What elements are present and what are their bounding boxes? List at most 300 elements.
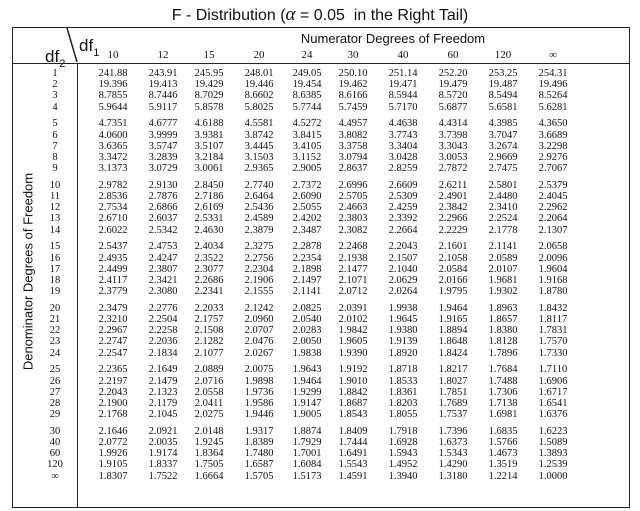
table-cell: 1.9795 [438, 286, 468, 298]
table-cell: 3.4105 [292, 140, 322, 152]
table-cell: 1.9938 [388, 302, 418, 314]
table-cell: 2.3082 [338, 224, 368, 236]
row-label: 60 [49, 448, 61, 460]
table-cell: 1.7110 [538, 364, 568, 376]
table-cell: 1.8409 [338, 425, 368, 437]
table-cell: 2.6090 [292, 191, 322, 202]
column-header: 12 [157, 49, 169, 61]
table-cell: 3.3043 [438, 140, 468, 152]
table-cell: 1.6664 [194, 470, 224, 482]
table-cell: 249.05 [292, 68, 322, 79]
table-cell: 2.3842 [438, 202, 468, 214]
table-cell: 1.8055 [388, 409, 418, 421]
table-cell: 4.6777 [148, 118, 178, 130]
table-cell: 1.9604 [538, 263, 568, 275]
table-cell: 2.0476 [244, 336, 274, 348]
table-cell: 2.4259 [388, 202, 418, 214]
table-cell: 1.9299 [292, 386, 322, 398]
table-cell: 2.0712 [338, 286, 368, 298]
alpha-value: = 0.05 [295, 7, 345, 24]
table-cell: 2.2365 [98, 364, 128, 376]
table-cell: 8.6166 [338, 90, 368, 102]
table-cell: 1.7306 [488, 386, 518, 398]
table-cell: 1.3180 [438, 470, 468, 482]
header-divider [13, 63, 629, 64]
table-cell: 2.0107 [488, 263, 518, 275]
table-cell: 19.429 [194, 79, 224, 91]
table-cell: 1.3519 [488, 459, 518, 471]
table-cell: 1.7570 [538, 336, 568, 348]
table-cell: 2.3080 [148, 286, 178, 298]
table-cell: 2.3807 [148, 263, 178, 275]
table-cell: 2.2229 [438, 224, 468, 236]
table-cell: 2.0584 [438, 263, 468, 275]
table-cell: 1.9838 [292, 347, 322, 359]
table-cell: 19.462 [338, 79, 368, 91]
table-cell: 2.1045 [148, 409, 178, 421]
table-cell: 2.9130 [148, 179, 178, 191]
table-cell: 2.6710 [98, 213, 128, 225]
table-cell: 1.8657 [488, 314, 518, 325]
table-cell: 1.7505 [194, 459, 224, 471]
table-cell: 2.0035 [148, 437, 178, 448]
table-cell: 2.2258 [148, 325, 178, 337]
table-cell: 1.9105 [98, 459, 128, 471]
table-cell: 3.5747 [148, 140, 178, 152]
table-cell: 2.0772 [98, 437, 128, 448]
table-cell: 19.479 [438, 79, 468, 91]
table-cell: 2.2756 [244, 252, 274, 264]
table-cell: 2.8259 [388, 163, 418, 175]
table-cell: 2.1477 [338, 263, 368, 275]
table-cell: 8.7855 [98, 90, 128, 102]
table-cell: 3.2839 [148, 151, 178, 163]
column-header: 60 [447, 49, 459, 61]
table-cell: 2.1497 [292, 274, 322, 286]
table-cell: 2.2664 [388, 224, 418, 236]
row-label: 6 [52, 129, 58, 141]
table-cell: 2.3779 [98, 286, 128, 298]
table-cell: 2.1646 [98, 425, 128, 437]
table-cell: 2.5055 [292, 202, 322, 214]
table-cell: 2.0540 [292, 314, 322, 325]
table-cell: 1.8117 [538, 314, 568, 325]
table-cell: 2.0825 [292, 302, 322, 314]
table-cell: 2.0629 [388, 274, 418, 286]
table-cell: 1.5089 [538, 437, 568, 448]
df1-subscript: 1 [93, 47, 100, 59]
table-cell: 2.2304 [244, 263, 274, 275]
table-cell: 2.3879 [244, 224, 274, 236]
table-cell: 2.9782 [98, 179, 128, 191]
table-cell: 2.1601 [438, 241, 468, 253]
table-cell: 2.2747 [98, 336, 128, 348]
table-cell: 1.9464 [438, 302, 468, 314]
table-cell: 1.5943 [388, 448, 418, 460]
table-cell: 5.8578 [194, 101, 224, 113]
table-cell: 2.7372 [292, 179, 322, 191]
df2-subscript: 2 [59, 58, 66, 70]
table-cell: 1.8920 [388, 347, 418, 359]
row-label: 10 [49, 179, 61, 191]
table-cell: 2.3479 [98, 302, 128, 314]
table-cell: 2.1040 [388, 263, 418, 275]
table-cell: 1.8361 [388, 386, 418, 398]
table-cell: 2.0102 [338, 314, 368, 325]
row-label: 18 [49, 274, 61, 286]
table-cell: 2.1141 [292, 286, 322, 298]
table-cell: 19.454 [292, 79, 322, 91]
table-cell: 1.6491 [338, 448, 368, 460]
table-cell: 1.7001 [292, 448, 322, 460]
table-cell: 1.8380 [488, 325, 518, 337]
table-cell: 8.5264 [538, 90, 568, 102]
table-cell: 2.3487 [292, 224, 322, 236]
table-cell: 1.6906 [538, 375, 568, 387]
table-cell: 1.2539 [538, 459, 568, 471]
table-cell: 1.9380 [388, 325, 418, 337]
table-cell: 2.1898 [292, 263, 322, 275]
table-cell: 2.7186 [194, 191, 224, 202]
table-cell: 1.7851 [438, 386, 468, 398]
table-cell: 2.1778 [488, 224, 518, 236]
row-label: 19 [49, 286, 61, 298]
table-cell: 4.4638 [388, 118, 418, 130]
table-cell: 1.8718 [388, 364, 418, 376]
table-cell: 252.20 [438, 68, 468, 79]
table-cell: 1.8432 [538, 302, 568, 314]
table-cell: 5.7744 [292, 101, 322, 113]
table-cell: 4.5272 [292, 118, 322, 130]
table-cell: 2.8637 [338, 163, 368, 175]
table-cell: 1.6717 [538, 386, 568, 398]
table-cell: 1.9464 [292, 375, 322, 387]
table-cell: 2.7534 [98, 202, 128, 214]
row-label: 11 [49, 191, 61, 202]
table-cell: 2.0921 [148, 425, 178, 437]
table-cell: 5.7170 [388, 101, 418, 113]
table-cell: 1.6541 [538, 397, 568, 409]
table-cell: 1.9926 [98, 448, 128, 460]
table-cell: 2.4589 [244, 213, 274, 225]
table-cell: 2.4663 [338, 202, 368, 214]
table-cell: 3.2184 [194, 151, 224, 163]
table-cell: 5.6877 [438, 101, 468, 113]
table-cell: 2.1906 [244, 274, 274, 286]
table-cell: 3.0061 [194, 163, 224, 175]
table-cell: 1.9147 [292, 397, 322, 409]
table-cell: 1.4591 [338, 470, 368, 482]
table-cell: 2.1479 [148, 375, 178, 387]
table-cell: 8.6385 [292, 90, 322, 102]
table-cell: 248.01 [244, 68, 274, 79]
table-cell: 243.91 [148, 68, 178, 79]
table-cell: 5.6281 [538, 101, 568, 113]
table-cell: 1.8780 [538, 286, 568, 298]
table-cell: 2.9365 [244, 163, 274, 175]
table-cell: 2.2033 [194, 302, 224, 314]
table-cell: 1.9139 [388, 336, 418, 348]
table-cell: 3.8415 [292, 129, 322, 141]
table-cell: 1.4673 [488, 448, 518, 460]
header-diagonal-line [63, 28, 81, 62]
f-table [12, 27, 630, 508]
table-cell: 2.4117 [98, 274, 128, 286]
table-cell: 2.0589 [488, 252, 518, 264]
row-label: 4 [52, 101, 58, 113]
table-cell: 2.2043 [98, 386, 128, 398]
table-cell: 1.9010 [338, 375, 368, 387]
table-cell: 3.0428 [388, 151, 418, 163]
table-cell: 3.0729 [148, 163, 178, 175]
table-cell: 2.1900 [98, 397, 128, 409]
table-cell: 2.3410 [488, 202, 518, 214]
table-cell: 2.4630 [194, 224, 224, 236]
table-cell: 1.7330 [538, 347, 568, 359]
table-cell: 2.4901 [438, 191, 468, 202]
row-label: 9 [52, 163, 58, 175]
table-cell: 1.8307 [98, 470, 128, 482]
row-label: 7 [52, 140, 58, 152]
table-cell: 2.2354 [292, 252, 322, 264]
alpha-symbol: α [285, 4, 296, 25]
table-cell: 2.5705 [338, 191, 368, 202]
table-cell: 2.1834 [148, 347, 178, 359]
table-cell: 2.2547 [98, 347, 128, 359]
table-cell: 2.9276 [538, 151, 568, 163]
table-cell: 2.5379 [538, 179, 568, 191]
table-cell: 1.8364 [194, 448, 224, 460]
page-title [0, 4, 640, 26]
table-cell: 3.1503 [244, 151, 274, 163]
row-label: 24 [49, 347, 61, 359]
row-label: 1 [52, 68, 58, 79]
table-cell: 1.8533 [388, 375, 418, 387]
table-cell: 4.0600 [98, 129, 128, 141]
row-label: 8 [52, 151, 58, 163]
table-cell: 4.3650 [538, 118, 568, 130]
table-cell: 2.2878 [292, 241, 322, 253]
table-cell: 1.7896 [488, 347, 518, 359]
table-cell: 2.6866 [148, 202, 178, 214]
table-cell: 2.1938 [338, 252, 368, 264]
table-cell: 1.8389 [244, 437, 274, 448]
table-cell: 2.1768 [98, 409, 128, 421]
table-cell: 2.4480 [488, 191, 518, 202]
table-cell: 5.6581 [488, 101, 518, 113]
table-cell: 1.8424 [438, 347, 468, 359]
table-cell: 2.5309 [388, 191, 418, 202]
title-suffix: in the Right Tail) [353, 7, 469, 24]
row-label: 17 [49, 263, 61, 275]
table-cell: 2.9005 [292, 163, 322, 175]
table-cell: 2.2036 [148, 336, 178, 348]
table-cell: 2.6609 [388, 179, 418, 191]
table-cell: 3.6689 [538, 129, 568, 141]
row-label-divider [77, 63, 78, 507]
table-cell: 1.7444 [338, 437, 368, 448]
table-cell: 2.1507 [388, 252, 418, 264]
table-cell: 3.2298 [538, 140, 568, 152]
table-cell: 1.5173 [292, 470, 322, 482]
table-cell: 1.7138 [488, 397, 518, 409]
table-cell: 2.0096 [538, 252, 568, 264]
table-cell: 2.1179 [148, 397, 178, 409]
table-cell: 2.0960 [244, 314, 274, 325]
table-cell: 1.9005 [292, 409, 322, 421]
column-header: 10 [107, 49, 119, 61]
table-cell: 2.2064 [538, 213, 568, 225]
table-cell: 1.7689 [438, 397, 468, 409]
column-header: ∞ [549, 49, 557, 61]
table-cell: 2.7872 [438, 163, 468, 175]
table-cell: 2.3210 [98, 314, 128, 325]
table-cell: 2.2967 [98, 325, 128, 337]
table-cell: 2.0267 [244, 347, 274, 359]
row-label: 13 [49, 213, 61, 225]
table-cell: 2.0716 [194, 375, 224, 387]
denominator-label: Denominator Degrees of Freedom [20, 172, 36, 371]
table-cell: 5.8025 [244, 101, 274, 113]
table-cell: 2.2341 [194, 286, 224, 298]
table-cell: 2.3803 [338, 213, 368, 225]
table-cell: 250.10 [338, 68, 368, 79]
table-cell: 1.9645 [388, 314, 418, 325]
table-cell: 2.7876 [148, 191, 178, 202]
table-cell: 19.396 [98, 79, 128, 91]
table-cell: 1.6835 [488, 425, 518, 437]
table-cell: 1.6373 [438, 437, 468, 448]
numerator-label: Numerator Degrees of Freedom [300, 31, 486, 46]
table-cell: 253.25 [488, 68, 518, 79]
table-cell: 2.2686 [194, 274, 224, 286]
table-cell: 1.6223 [538, 425, 568, 437]
row-label: 23 [49, 336, 61, 348]
table-cell: 3.8742 [244, 129, 274, 141]
table-cell: 2.4045 [538, 191, 568, 202]
row-label: ∞ [51, 470, 59, 482]
table-cell: 1.8543 [338, 409, 368, 421]
table-cell: 2.0148 [194, 425, 224, 437]
table-cell: 1.6587 [244, 459, 274, 471]
table-cell: 5.9644 [98, 101, 128, 113]
df2-text: df [45, 47, 60, 66]
table-cell: 2.2197 [98, 375, 128, 387]
table-cell: 2.7067 [538, 163, 568, 175]
table-cell: 241.88 [98, 68, 128, 79]
table-cell: 5.7459 [338, 101, 368, 113]
table-cell: 1.9390 [338, 347, 368, 359]
table-cell: 1.7684 [488, 364, 518, 376]
column-header: 24 [301, 49, 313, 61]
table-cell: 3.3404 [388, 140, 418, 152]
table-cell: 4.5581 [244, 118, 274, 130]
table-cell: 4.4314 [438, 118, 468, 130]
table-cell: 2.5436 [244, 202, 274, 214]
row-label: 27 [49, 386, 61, 398]
row-label: 5 [52, 118, 58, 130]
table-cell: 2.4202 [292, 213, 322, 225]
table-cell: 1.6981 [488, 409, 518, 421]
table-cell: 2.0275 [194, 409, 224, 421]
table-cell: 3.1373 [98, 163, 128, 175]
column-header: 40 [397, 49, 409, 61]
table-cell: 2.1323 [148, 386, 178, 398]
table-cell: 1.8128 [488, 336, 518, 348]
table-cell: 2.0264 [388, 286, 418, 298]
table-cell: 2.1071 [338, 274, 368, 286]
table-cell: 1.5543 [338, 459, 368, 471]
row-label: 12 [49, 202, 61, 214]
table-cell: 1.4290 [438, 459, 468, 471]
table-cell: 1.8894 [438, 325, 468, 337]
table-cell: 3.9381 [194, 129, 224, 141]
row-label: 22 [49, 325, 61, 337]
table-cell: 2.3077 [194, 263, 224, 275]
table-cell: 1.7918 [388, 425, 418, 437]
table-cell: 1.8027 [438, 375, 468, 387]
table-cell: 2.0889 [194, 364, 224, 376]
table-cell: 5.9117 [148, 101, 178, 113]
table-cell: 254.31 [538, 68, 568, 79]
table-cell: 1.9317 [244, 425, 274, 437]
table-cell: 3.3472 [98, 151, 128, 163]
row-label: 3 [52, 90, 58, 102]
table-cell: 2.1058 [438, 252, 468, 264]
row-label: 25 [49, 364, 61, 376]
table-cell: 1.5343 [438, 448, 468, 460]
table-cell: 2.0391 [338, 302, 368, 314]
table-cell: 1.9842 [338, 325, 368, 337]
table-cell: 2.5331 [194, 213, 224, 225]
table-cell: 2.8450 [194, 179, 224, 191]
table-cell: 2.3275 [244, 241, 274, 253]
table-cell: 1.9643 [292, 364, 322, 376]
table-cell: 3.4445 [244, 140, 274, 152]
row-label: 20 [49, 302, 61, 314]
table-cell: 3.1152 [292, 151, 322, 163]
column-header: 15 [203, 49, 215, 61]
table-cell: 2.1508 [194, 325, 224, 337]
row-label: 30 [49, 425, 61, 437]
table-cell: 3.0053 [438, 151, 468, 163]
table-cell: 2.3421 [148, 274, 178, 286]
table-cell: 1.9245 [194, 437, 224, 448]
table-cell: 2.6464 [244, 191, 274, 202]
table-cell: 1.8874 [292, 425, 322, 437]
table-cell: 4.4957 [338, 118, 368, 130]
table-cell: 4.6188 [194, 118, 224, 130]
row-label: 40 [49, 437, 61, 448]
table-cell: 2.1757 [194, 314, 224, 325]
row-label: 2 [52, 79, 58, 91]
table-cell: 1.9681 [488, 274, 518, 286]
table-cell: 2.8536 [98, 191, 128, 202]
table-cell: 1.8842 [338, 386, 368, 398]
table-cell: 2.6022 [98, 224, 128, 236]
table-cell: 2.0411 [194, 397, 224, 409]
table-cell: 3.6365 [98, 140, 128, 152]
table-cell: 2.1649 [148, 364, 178, 376]
table-cell: 2.2468 [338, 241, 368, 253]
table-cell: 1.7929 [292, 437, 322, 448]
table-cell: 2.6996 [338, 179, 368, 191]
table-cell: 1.8203 [388, 397, 418, 409]
table-cell: 19.413 [148, 79, 178, 91]
table-cell: 1.8687 [338, 397, 368, 409]
table-cell: 1.7537 [438, 409, 468, 421]
table-cell: 2.3522 [194, 252, 224, 264]
